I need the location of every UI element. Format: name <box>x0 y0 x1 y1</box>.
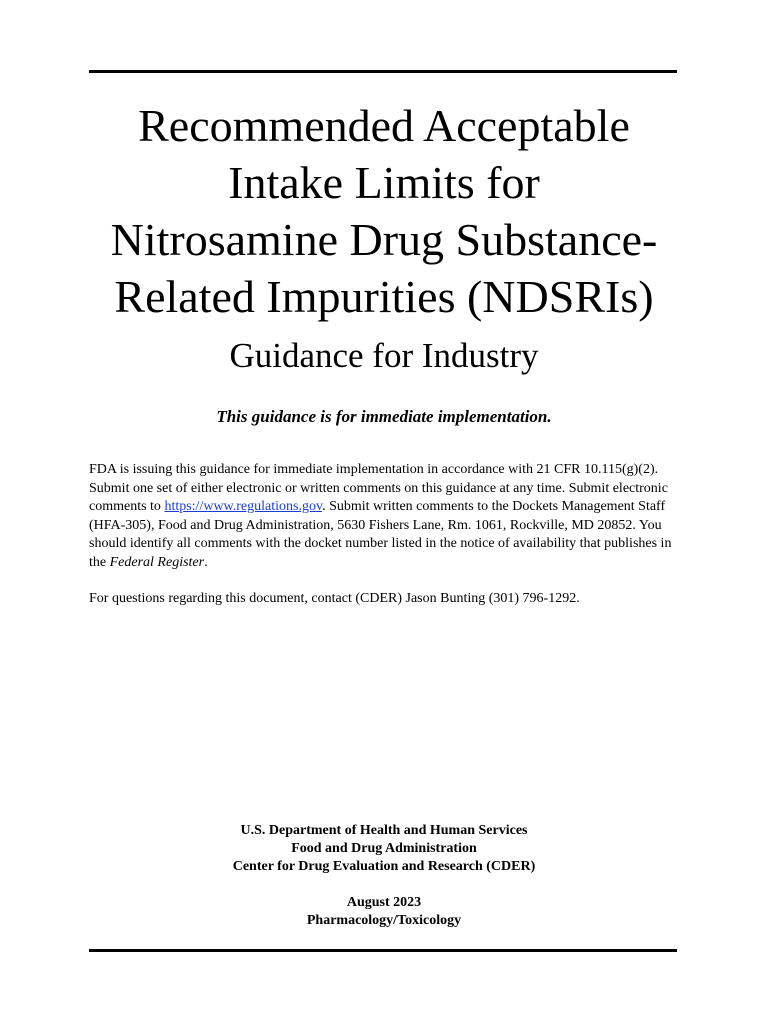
footer-date: August 2023 <box>346 895 422 910</box>
federal-register-italic: Federal Register <box>109 554 205 570</box>
paragraph1-text-middle: . Submit written comments to the Dockets Management Staff (HFA-305), Food and Drug Administration, 5630 Fishers Lane, Rm. 1061, Rockville, MD 20852. You should identify all comments with the docket number listed in the notice of availability that publishes in the <box>89 499 672 570</box>
top-rule <box>89 70 677 73</box>
footer-category: Pharmacology/Toxicology <box>306 913 462 928</box>
bottom-rule <box>89 949 677 952</box>
paragraph1-text-start: FDA is issuing this guidance for immediate implementation in accordance with 21 CFR 10.115(g)(2). Submit one set of either electronic or written comments on this guidance at any time. Submit electronic comments to <box>89 462 668 515</box>
contact-paragraph: For questions regarding this document, contact (CDER) Jason Bunting (301) 796-1292. <box>89 591 580 606</box>
footer-center: Center for Drug Evaluation and Research (CDER) <box>232 859 536 874</box>
document-subtitle: Guidance for Industry <box>229 336 539 375</box>
footer-spacer <box>60 876 708 894</box>
title-line-4: Related Impurities (NDSRIs) <box>114 271 654 322</box>
title-line-1: Recommended Acceptable <box>138 100 630 151</box>
title-line-2: Intake Limits for <box>228 157 540 208</box>
paragraph1-text-end: . <box>204 554 208 570</box>
footer-block <box>60 822 708 930</box>
comment-instructions-paragraph <box>89 461 689 573</box>
title-line-3: Nitrosamine Drug Substance- <box>110 214 658 265</box>
implementation-note: This guidance is for immediate implementation. <box>216 407 552 426</box>
regulations-gov-link[interactable]: https://www.regulations.gov <box>164 499 323 515</box>
footer-agency: Food and Drug Administration <box>291 841 477 856</box>
footer-department: U.S. Department of Health and Human Services <box>240 823 528 838</box>
document-title <box>60 97 708 325</box>
